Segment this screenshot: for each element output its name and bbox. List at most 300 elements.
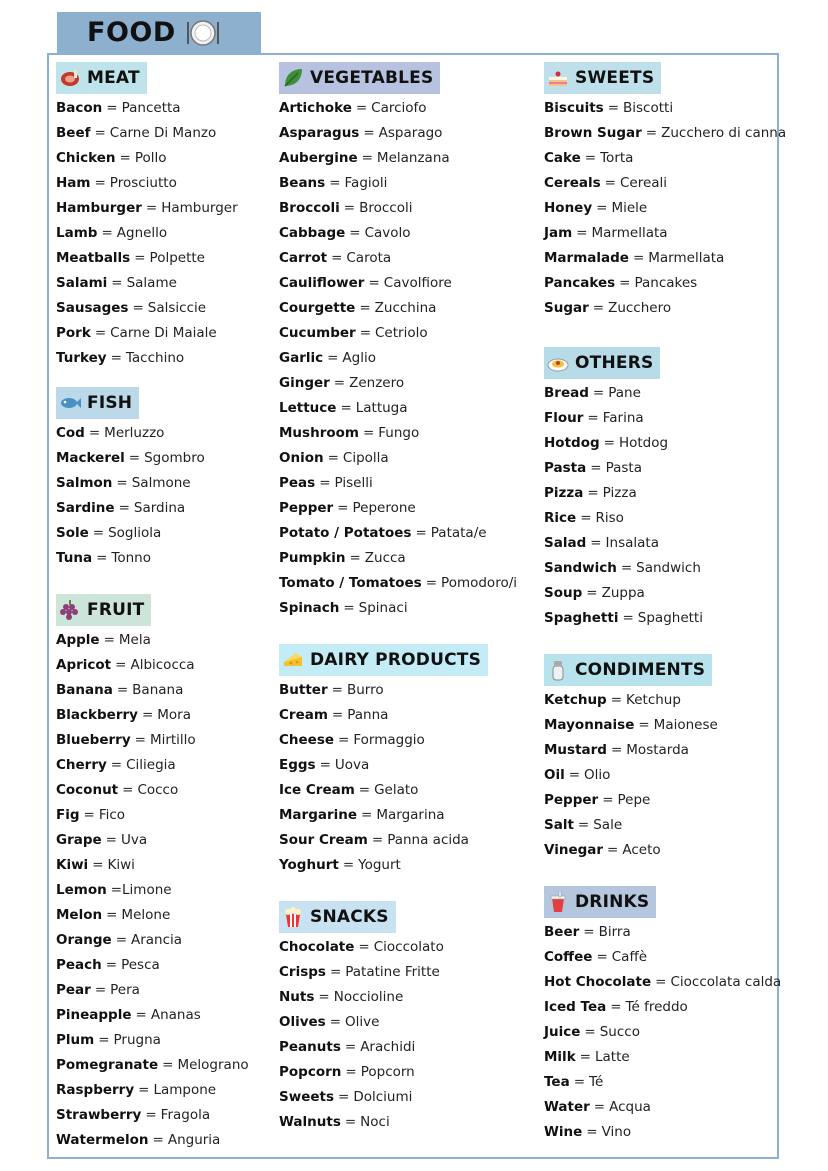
english-term: Blackberry <box>56 707 138 723</box>
italian-term: Hotdog <box>618 435 669 451</box>
equals-sign: = <box>92 525 105 541</box>
equals-sign: = <box>607 100 619 116</box>
english-term: Flour <box>544 410 584 426</box>
vocab-item <box>56 804 249 829</box>
equals-sign: = <box>338 1089 350 1105</box>
italian-term: Pane <box>608 385 641 401</box>
cheese-icon <box>282 649 304 671</box>
italian-term: Cioccolato <box>373 939 444 955</box>
english-term: Broccoli <box>279 200 340 216</box>
english-term: Sweets <box>279 1089 334 1105</box>
fish-icon <box>59 392 81 414</box>
italian-term: Hamburger <box>161 200 238 216</box>
equals-sign: = <box>349 225 361 241</box>
vocab-item <box>56 1129 249 1154</box>
italian-term: Spaghetti <box>637 610 703 626</box>
section-title: FRUIT <box>87 600 145 620</box>
vocab-item <box>279 247 517 272</box>
italian-term: Popcorn <box>360 1064 415 1080</box>
italian-term: Tonno <box>111 550 151 566</box>
english-term: Tea <box>544 1074 570 1090</box>
italian-term: Cereali <box>619 175 668 191</box>
equals-sign: = <box>115 932 127 948</box>
vocab-item <box>279 447 517 472</box>
italian-term: Pancetta <box>121 100 181 116</box>
italian-term: Fungo <box>378 425 420 441</box>
vocab-item <box>56 1054 249 1079</box>
vocab-item <box>279 1011 444 1036</box>
vocab-item <box>544 689 718 714</box>
vocab-item <box>544 382 703 407</box>
equals-sign: = <box>105 832 117 848</box>
english-term: Butter <box>279 682 328 698</box>
equals-sign: = <box>584 150 597 166</box>
vocab-item <box>56 122 238 147</box>
equals-sign: = <box>586 585 598 601</box>
vocab-item <box>544 996 781 1021</box>
vocab-list <box>544 921 781 1146</box>
equals-sign: = <box>607 842 619 858</box>
english-term: Walnuts <box>279 1114 341 1130</box>
vocab-item <box>56 522 205 547</box>
vocab-item <box>56 197 238 222</box>
english-term: Pizza <box>544 485 584 501</box>
equals-sign: = <box>342 857 355 873</box>
italian-term: Ciliegia <box>126 757 176 773</box>
english-term: Meatballs <box>56 250 131 266</box>
english-term: Garlic <box>279 350 324 366</box>
italian-term: Asparago <box>378 125 443 141</box>
equals-sign: = <box>638 717 650 733</box>
vocab-item <box>544 407 703 432</box>
italian-term: Farina <box>602 410 644 426</box>
english-term: Yoghurt <box>279 857 339 873</box>
vocab-item <box>279 272 517 297</box>
equals-sign: = <box>579 1049 591 1065</box>
english-term: Sandwich <box>544 560 617 576</box>
italian-term: Kiwi <box>107 857 135 873</box>
equals-sign: = <box>110 757 123 773</box>
section-drinks <box>544 886 781 1146</box>
italian-term: Arachidi <box>360 1039 416 1055</box>
italian-term: Pera <box>110 982 140 998</box>
english-term: Ham <box>56 175 91 191</box>
equals-sign: = <box>587 410 599 426</box>
italian-term: Cetriolo <box>375 325 428 341</box>
italian-term: Sardina <box>133 500 186 516</box>
italian-term: Tacchino <box>125 350 185 366</box>
equals-sign: = <box>318 989 330 1005</box>
italian-term: Gelato <box>374 782 419 798</box>
italian-term: Banana <box>132 682 184 698</box>
english-term: Orange <box>56 932 112 948</box>
english-term: Tomato / Tomatoes <box>279 575 422 591</box>
vocab-item <box>56 954 249 979</box>
italian-term: Salame <box>126 275 177 291</box>
grapes-icon <box>59 599 81 621</box>
english-term: Beer <box>544 924 580 940</box>
english-term: Nuts <box>279 989 315 1005</box>
italian-term: Burro <box>346 682 384 698</box>
section-fruit <box>56 594 249 1154</box>
equals-sign: = <box>345 1064 357 1080</box>
italian-term: Zucchero di canna <box>661 125 787 141</box>
italian-term: Insalata <box>605 535 659 551</box>
english-term: Lettuce <box>279 400 337 416</box>
english-term: Asparagus <box>279 125 360 141</box>
vocab-item <box>56 547 205 572</box>
italian-term: Riso <box>595 510 624 526</box>
english-term: Brown Sugar <box>544 125 642 141</box>
equals-sign: = <box>145 200 158 216</box>
english-term: Honey <box>544 200 593 216</box>
equals-sign: = <box>584 1024 596 1040</box>
equals-sign: = <box>115 657 127 673</box>
italian-term: Maionese <box>653 717 718 733</box>
english-term: Apricot <box>56 657 112 673</box>
vocab-item <box>56 322 238 347</box>
equals-sign: = <box>343 600 355 616</box>
english-term: Salad <box>544 535 587 551</box>
italian-term: Prosciutto <box>109 175 177 191</box>
english-term: Hotdog <box>544 435 600 451</box>
italian-term: Carota <box>346 250 392 266</box>
italian-term: Birra <box>598 924 631 940</box>
italian-term: Patatine Fritte <box>345 964 440 980</box>
equals-sign: = <box>596 949 608 965</box>
italian-term: Miele <box>611 200 648 216</box>
english-term: Sausages <box>56 300 129 316</box>
vocab-item <box>279 497 517 522</box>
italian-term: Broccoli <box>359 200 413 216</box>
english-term: Turkey <box>56 350 107 366</box>
equals-sign: = <box>116 475 128 491</box>
vocab-item <box>544 457 703 482</box>
section-header-sweets <box>544 62 661 94</box>
english-term: Spinach <box>279 600 340 616</box>
page-title: FOOD <box>87 17 176 48</box>
vocab-item <box>279 297 517 322</box>
equals-sign: = <box>329 964 342 980</box>
italian-term: Fragola <box>160 1107 211 1123</box>
equals-sign: = <box>134 732 146 748</box>
equals-sign: = <box>359 300 371 316</box>
italian-term: Salsiccie <box>147 300 207 316</box>
vocab-item <box>56 854 249 879</box>
vocab-item <box>544 739 718 764</box>
section-fish <box>56 387 205 572</box>
vocab-item <box>544 1096 781 1121</box>
vocab-item <box>544 97 786 122</box>
english-term: Peanuts <box>279 1039 341 1055</box>
equals-sign: = <box>632 250 645 266</box>
leaf-icon <box>282 67 304 89</box>
vocab-item <box>544 557 703 582</box>
vocab-item <box>56 879 249 904</box>
english-term: Jam <box>544 225 573 241</box>
equals-sign: = <box>331 682 343 698</box>
english-term: Cod <box>56 425 85 441</box>
vocab-item <box>56 1029 249 1054</box>
vocab-item <box>544 1071 781 1096</box>
equals-sign: = <box>590 460 602 476</box>
equals-sign: = <box>568 767 581 783</box>
italian-term: Spinaci <box>358 600 408 616</box>
equals-sign: = <box>604 175 616 191</box>
equals-sign: = <box>103 632 115 648</box>
italian-term: Caffè <box>611 949 648 965</box>
vocab-item <box>544 921 781 946</box>
italian-term: Cavolfiore <box>383 275 452 291</box>
section-header-drinks <box>544 886 656 918</box>
equals-sign: = <box>371 832 384 848</box>
italian-term: Formaggio <box>353 732 425 748</box>
vocab-item <box>56 97 238 122</box>
equals-sign: = <box>83 807 95 823</box>
italian-term: Carciofo <box>371 100 427 116</box>
vocab-item <box>56 1004 249 1029</box>
english-term: Cream <box>279 707 328 723</box>
vocab-item <box>279 422 517 447</box>
equals-sign: = <box>415 525 427 541</box>
vocab-item <box>279 122 517 147</box>
equals-sign: = <box>355 100 368 116</box>
equals-sign: = <box>110 882 123 898</box>
vocab-item <box>279 779 488 804</box>
english-term: Sole <box>56 525 89 541</box>
vocab-item <box>56 654 249 679</box>
vocab-list <box>279 936 444 1136</box>
english-term: Plum <box>56 1032 95 1048</box>
vocab-item <box>279 854 488 879</box>
italian-term: Zucca <box>364 550 406 566</box>
vocab-item <box>544 222 786 247</box>
section-header-dairy <box>279 644 488 676</box>
cake-icon <box>547 67 569 89</box>
vocab-item <box>544 272 786 297</box>
english-term: Cake <box>544 150 581 166</box>
english-term: Marmalade <box>544 250 629 266</box>
italian-term: Melanzana <box>376 150 450 166</box>
italian-term: Pizza <box>602 485 637 501</box>
italian-term: Pepe <box>617 792 651 808</box>
italian-term: Cipolla <box>342 450 389 466</box>
english-term: Blueberry <box>56 732 131 748</box>
italian-term: Carne Di Manzo <box>109 125 217 141</box>
english-term: Cheese <box>279 732 335 748</box>
english-term: Pasta <box>544 460 587 476</box>
equals-sign: = <box>101 225 113 241</box>
english-term: Fig <box>56 807 80 823</box>
italian-term: Patata/e <box>430 525 487 541</box>
section-vegetables <box>279 62 517 622</box>
vocab-item <box>56 904 249 929</box>
vocab-item <box>56 497 205 522</box>
italian-term: Zuppa <box>601 585 645 601</box>
italian-term: Mela <box>118 632 151 648</box>
vocab-item <box>56 272 238 297</box>
italian-term: Zucchina <box>374 300 437 316</box>
english-term: Banana <box>56 682 113 698</box>
equals-sign: = <box>327 450 339 466</box>
vocab-item <box>56 629 249 654</box>
vocab-item <box>56 829 249 854</box>
english-term: Water <box>544 1099 590 1115</box>
italian-term: Té freddo <box>625 999 688 1015</box>
english-term: Pepper <box>279 500 334 516</box>
equals-sign: = <box>359 325 371 341</box>
italian-term: Peperone <box>352 500 416 516</box>
equals-sign: = <box>106 907 118 923</box>
english-term: Wine <box>544 1124 583 1140</box>
vocab-item <box>279 597 517 622</box>
section-title: VEGETABLES <box>310 68 434 88</box>
italian-term: Polpette <box>149 250 205 266</box>
section-title: SWEETS <box>575 68 655 88</box>
italian-term: Mostarda <box>626 742 689 758</box>
english-term: Pancakes <box>544 275 616 291</box>
italian-term: Ketchup <box>626 692 681 708</box>
english-term: Onion <box>279 450 324 466</box>
equals-sign: = <box>592 385 605 401</box>
vocab-item <box>56 247 238 272</box>
vocab-item <box>279 397 517 422</box>
equals-sign: = <box>590 535 602 551</box>
vocab-item <box>279 197 517 222</box>
equals-sign: = <box>141 707 154 723</box>
equals-sign: = <box>363 125 375 141</box>
italian-term: Sgombro <box>144 450 205 466</box>
vocab-item <box>544 122 786 147</box>
equals-sign: = <box>152 1132 164 1148</box>
italian-term: Melone <box>121 907 171 923</box>
english-term: Salt <box>544 817 574 833</box>
equals-sign: = <box>573 1074 585 1090</box>
equals-sign: = <box>577 817 590 833</box>
english-term: Mackerel <box>56 450 125 466</box>
vocab-item <box>56 222 238 247</box>
italian-term: Aglio <box>342 350 376 366</box>
english-term: Courgette <box>279 300 356 316</box>
vocab-item <box>279 986 444 1011</box>
equals-sign: = <box>110 350 122 366</box>
italian-term: Merluzzo <box>104 425 165 441</box>
section-header-condiments <box>544 654 712 686</box>
equals-sign: = <box>138 1082 150 1098</box>
italian-term: Sale <box>593 817 623 833</box>
equals-sign: = <box>576 225 588 241</box>
english-term: Pepper <box>544 792 599 808</box>
equals-sign: = <box>655 974 667 990</box>
equals-sign: = <box>132 300 144 316</box>
italian-term: Arancia <box>131 932 183 948</box>
spaghetti-icon <box>547 352 569 374</box>
italian-term: Panna <box>347 707 389 723</box>
equals-sign: = <box>329 175 341 191</box>
section-header-vegetables <box>279 62 440 94</box>
italian-term: Yogurt <box>358 857 401 873</box>
vocab-item <box>279 961 444 986</box>
italian-term: Agnello <box>116 225 168 241</box>
equals-sign: = <box>583 924 595 940</box>
equals-sign: = <box>343 200 356 216</box>
vocab-item <box>544 432 703 457</box>
italian-term: Cocco <box>137 782 179 798</box>
vocab-item <box>279 1086 444 1111</box>
vocab-item <box>56 297 238 322</box>
equals-sign: = <box>331 250 343 266</box>
section-title: FISH <box>87 393 133 413</box>
vocab-item <box>279 679 488 704</box>
english-term: Mustard <box>544 742 607 758</box>
vocab-item <box>56 679 249 704</box>
english-term: Pineapple <box>56 1007 132 1023</box>
italian-term: Fico <box>98 807 126 823</box>
vocab-item <box>544 971 781 996</box>
section-header-fish <box>56 387 139 419</box>
vocab-list <box>279 97 517 622</box>
english-term: Lemon <box>56 882 107 898</box>
vocab-item <box>279 729 488 754</box>
english-term: Margarine <box>279 807 358 823</box>
italian-term: Olive <box>345 1014 380 1030</box>
english-term: Raspberry <box>56 1082 135 1098</box>
english-term: Hamburger <box>56 200 142 216</box>
salt-shaker-icon <box>547 659 569 681</box>
vocab-item <box>544 607 703 632</box>
vocab-list <box>279 679 488 879</box>
equals-sign: = <box>333 375 346 391</box>
section-condiments <box>544 654 718 864</box>
vocab-item <box>544 532 703 557</box>
italian-term: Lattuga <box>355 400 408 416</box>
italian-term: Uova <box>334 757 370 773</box>
equals-sign: = <box>319 757 331 773</box>
equals-sign: = <box>344 1039 357 1055</box>
italian-term: Vino <box>601 1124 632 1140</box>
vocab-item <box>279 97 517 122</box>
italian-term: Noccioline <box>333 989 404 1005</box>
equals-sign: = <box>592 300 605 316</box>
italian-term: Dolciumi <box>353 1089 413 1105</box>
english-term: Cherry <box>56 757 107 773</box>
italian-term: Té <box>589 1074 604 1090</box>
vocab-item <box>56 779 249 804</box>
english-term: Mayonnaise <box>544 717 635 733</box>
italian-term: Melograno <box>177 1057 249 1073</box>
equals-sign: = <box>340 400 352 416</box>
english-term: Vinegar <box>544 842 604 858</box>
english-term: Mushroom <box>279 425 359 441</box>
equals-sign: = <box>116 682 129 698</box>
vocab-item <box>544 507 703 532</box>
equals-sign: = <box>645 125 658 141</box>
vocab-item <box>544 946 781 971</box>
italian-term: Latte <box>594 1049 630 1065</box>
section-header-meat <box>56 62 147 94</box>
english-term: Biscuits <box>544 100 604 116</box>
vocab-item <box>279 1111 444 1136</box>
vocab-item <box>56 472 205 497</box>
vocab-list <box>544 689 718 864</box>
equals-sign: = <box>362 425 375 441</box>
english-term: Soup <box>544 585 583 601</box>
equals-sign: = <box>586 1124 598 1140</box>
vocab-item <box>279 804 488 829</box>
equals-sign: = <box>92 857 104 873</box>
section-title: OTHERS <box>575 353 654 373</box>
vocab-item <box>56 754 249 779</box>
